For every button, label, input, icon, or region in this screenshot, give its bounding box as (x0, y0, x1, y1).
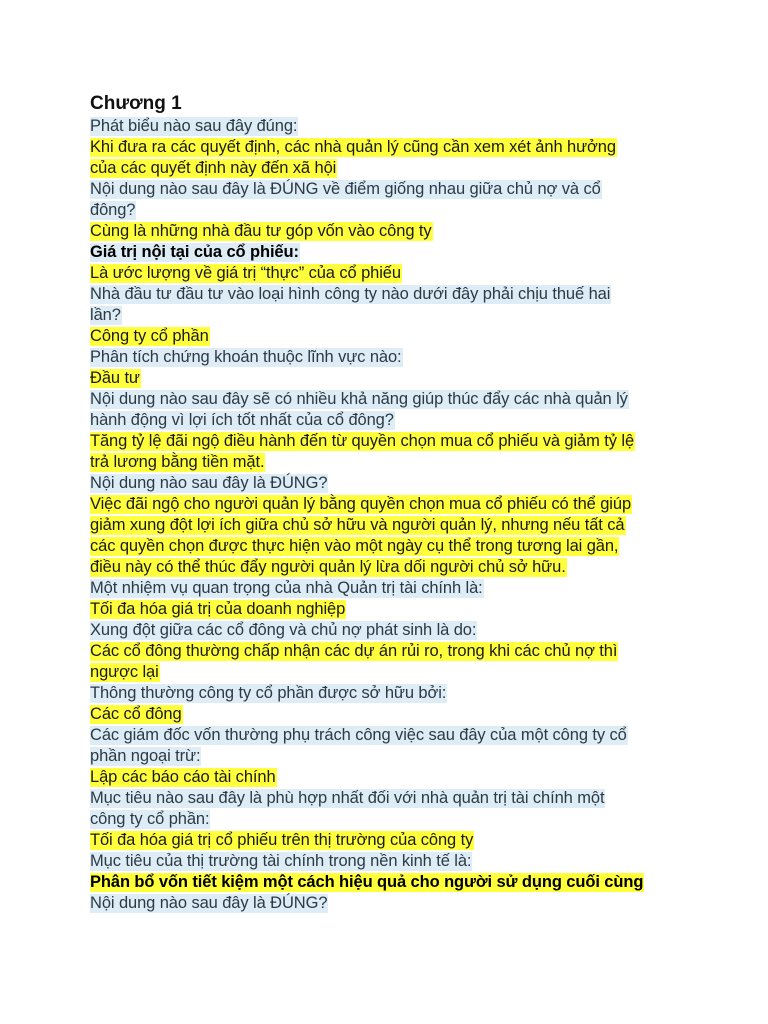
question-text (90, 893, 690, 914)
question-text (90, 347, 690, 368)
answer-text (90, 368, 690, 389)
question-highlight: Thông thường công ty cổ phần được sở hữu bởi: (90, 684, 447, 702)
answer-text (90, 494, 690, 578)
answer-text (90, 431, 690, 473)
question-text (90, 116, 690, 137)
answer-highlight: Là ước lượng về giá trị “thực” của cổ phiếu (90, 264, 401, 282)
question-highlight: Nội dung nào sau đây là ĐÚNG? (90, 474, 328, 492)
answer-highlight: Cùng là những nhà đầu tư góp vốn vào công ty (90, 222, 432, 240)
question-text (90, 473, 690, 494)
question-text (90, 683, 690, 704)
question-highlight: Nhà đầu tư đầu tư vào loại hình công ty nào dưới đây phải chịu thuế hai lần? (90, 285, 611, 324)
question-text (90, 725, 690, 767)
answer-text (90, 872, 690, 893)
question-text (90, 851, 690, 872)
question-text (90, 578, 690, 599)
question-highlight: Nội dung nào sau đây sẽ có nhiều khả năng giúp thúc đẩy các nhà quản lý hành động vì lợi ích tốt nhất của cổ đông? (90, 390, 628, 429)
answer-highlight: Công ty cổ phần (90, 327, 209, 345)
answer-text (90, 641, 690, 683)
answer-text (90, 767, 690, 788)
answer-text (90, 326, 690, 347)
qa-list (90, 116, 690, 914)
answer-text (90, 599, 690, 620)
answer-text (90, 830, 690, 851)
answer-highlight: Đầu tư (90, 369, 140, 387)
answer-highlight: Phân bổ vốn tiết kiệm một cách hiệu quả cho người sử dụng cuối cùng (90, 873, 644, 891)
question-highlight: Phân tích chứng khoán thuộc lĩnh vực nào: (90, 348, 402, 366)
question-text (90, 620, 690, 641)
answer-highlight: Lập các báo cáo tài chính (90, 768, 276, 786)
chapter-title: Chương 1 (90, 93, 182, 114)
answer-highlight: Việc đãi ngộ cho người quản lý bằng quyền chọn mua cổ phiếu có thể giúp giảm xung đột lợi ích giữa chủ sở hữu và người quản lý, nhưng nếu tất cả các quyền chọn được thực hiện vào một ngày cụ thể trong tương lai gần, điều này có thể thúc đẩy người quản lý lừa dối người chủ sở hữu. (90, 495, 632, 576)
question-text (90, 788, 690, 830)
question-highlight: Nội dung nào sau đây là ĐÚNG về điểm giống nhau giữa chủ nợ và cổ đông? (90, 180, 601, 219)
question-highlight: Phát biểu nào sau đây đúng: (90, 117, 298, 135)
answer-highlight: Tăng tỷ lệ đãi ngộ điều hành đến từ quyền chọn mua cổ phiếu và giảm tỷ lệ trả lương bằng tiền mặt. (90, 432, 635, 471)
answer-text (90, 137, 690, 179)
answer-highlight: Tối đa hóa giá trị của doanh nghiệp (90, 600, 346, 618)
question-highlight: Xung đột giữa các cổ đông và chủ nợ phát sinh là do: (90, 621, 477, 639)
answer-highlight: Các cổ đông thường chấp nhận các dự án rủi ro, trong khi các chủ nợ thì ngược lại (90, 642, 618, 681)
answer-text (90, 221, 690, 242)
document-page (90, 92, 690, 914)
question-highlight: Các giám đốc vốn thường phụ trách công việc sau đây của một công ty cổ phần ngoại trừ: (90, 726, 627, 765)
question-text (90, 179, 690, 221)
question-text (90, 284, 690, 326)
question-highlight: Nội dung nào sau đây là ĐÚNG? (90, 894, 328, 912)
question-text (90, 389, 690, 431)
question-text (90, 242, 690, 263)
answer-highlight: Khi đưa ra các quyết định, các nhà quản lý cũng cần xem xét ảnh hưởng của các quyết định này đến xã hội (90, 138, 616, 177)
answer-highlight: Các cổ đông (90, 705, 182, 723)
question-highlight: Mục tiêu của thị trường tài chính trong nền kinh tế là: (90, 852, 472, 870)
question-highlight: Giá trị nội tại của cổ phiếu: (90, 243, 299, 261)
question-highlight: Một nhiệm vụ quan trọng của nhà Quản trị tài chính là: (90, 579, 483, 597)
answer-text (90, 263, 690, 284)
question-highlight: Mục tiêu nào sau đây là phù hợp nhất đối với nhà quản trị tài chính một công ty cổ phần: (90, 789, 605, 828)
answer-text (90, 704, 690, 725)
answer-highlight: Tối đa hóa giá trị cổ phiếu trên thị trường của công ty (90, 831, 474, 849)
